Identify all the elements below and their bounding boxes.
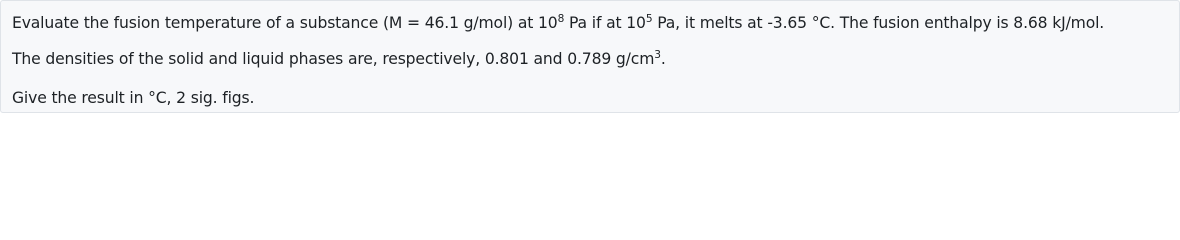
question-line-2 xyxy=(12,49,666,69)
question-line-1-part-2: Pa if at 10 xyxy=(564,14,646,32)
exponent-8: 8 xyxy=(557,12,565,25)
question-line-1 xyxy=(12,13,1104,33)
question-panel xyxy=(0,0,1180,113)
result-instruction: Give the result in °C, 2 sig. figs. xyxy=(12,89,255,107)
question-line-2-part-1: The densities of the solid and liquid phases are, respectively, 0.801 and 0.789 g/cm xyxy=(12,50,655,68)
question-line-3 xyxy=(12,88,254,108)
exponent-3: 3 xyxy=(654,48,661,61)
exponent-5: 5 xyxy=(645,12,653,25)
question-line-1-part-1: Evaluate the fusion temperature of a substance (M = 46.1 g/mol) at 10 xyxy=(12,14,558,32)
question-line-2-part-2: . xyxy=(660,50,666,68)
question-line-1-part-3: Pa, it melts at -3.65 °C. The fusion enthalpy is 8.68 kJ/mol. xyxy=(652,14,1105,32)
